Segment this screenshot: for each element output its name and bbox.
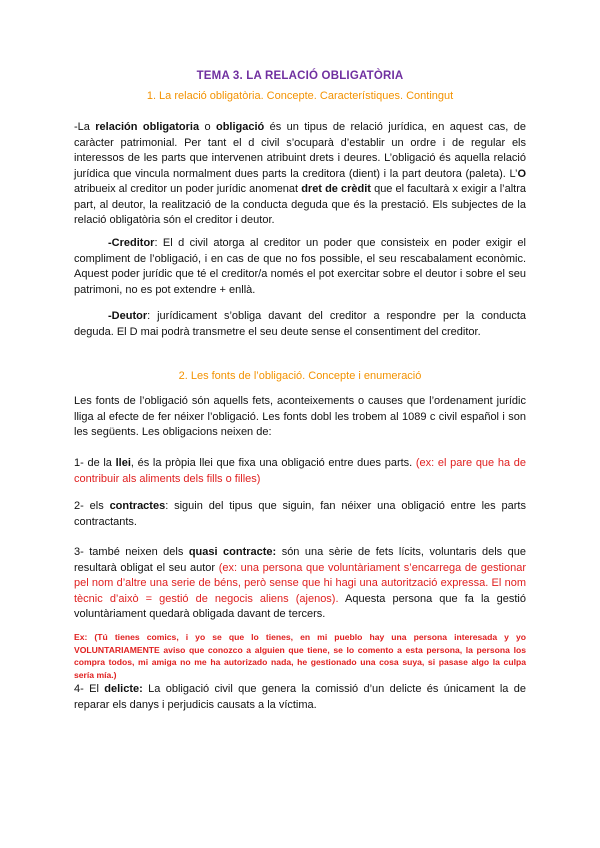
paragraph-contractes: 2- els contractes: siguin del tipus que siguin, fan néixer una obligació entre les parts contractants. <box>74 500 526 528</box>
section-1-heading: 1. La relació obligatòria. Concepte. Característiques. Contingut <box>146 90 454 102</box>
section-2-heading: 2. Les fonts de l’obligació. Concepte i enumeració <box>178 370 422 382</box>
paragraph-llei: 1- de la llei, és la pròpia llei que fixa una obligació entre dues parts. (ex: el pare que ha de contribuir als aliments dels fills o filles) <box>74 457 526 485</box>
paragraph-quasi-contracte: 3- també neixen dels quasi contracte: són una sèrie de fets lícits, voluntaris dels que resultarà obligat el seu autor (ex: una persona que voluntàriament s’encarrega de gestionar pel nom d’altre una serie de béns, però sense que hi hagi una autorització expressa. El nom tècnic d’això = gestió de negocis aliens (ajenos). Aquesta persona que fa la gestió voluntàriament quedarà obligada davant de tercers. <box>74 546 527 620</box>
paragraph-deutor: -Deutor: jurídicament s’obliga davant del creditor a respondre per la conducta deguda. El D mai podrà transmetre el seu deute sense el consentiment del creditor. <box>74 310 526 338</box>
paragraph-creditor: -Creditor: El d civil atorga al creditor un poder que consisteix en poder exigir el compliment de l’obligació, i en cas de que no fos possible, el seu rescabalament econòmic. Aquest poder jurídic que té el creditor/a només el pot exercitar sobre el deutor i sobre el seu patrimoni, no es pot extendre + enllà. <box>74 237 526 296</box>
example-note: Ex: (Tú tienes comics, i yo se que lo tienes, en mi pueblo hay una persona interesada y yo VOLUNTARIAMENTE aviso que conozco a alguien que tiene, se lo comento a esta persona, la persona los compra todos, mi amiga no me ha autorizado nada, he gestionado una cosa suya, si pasase algo la culpa sería mía.) <box>74 632 526 680</box>
paragraph-fonts: Les fonts de l’obligació són aquells fets, aconteixements o causes que l’ordenament jurídic lliga al efecte de fer néixer l’obligació. Les fonts dobl les trobem al 1089 c civil español i son les següents. Les obligacions neixen de: <box>74 395 526 438</box>
paragraph-delicte: 4- El delicte: La obligació civil que genera la comissió d’un delicte és únicament la de reparar els danys i perjudicis causats a la víctima. <box>74 683 526 711</box>
paragraph-relacion-obligatoria: -La relación obligatoria o obligació és un tipus de relació jurídica, en aquest cas, de caràcter patrimonial. Per tant el d civil s’ocuparà d’establir un ordre i de regular els interessos de les parts que intervenen atribuint drets i deures. L’obligació és aquella relació jurídica que vincula normalment dues parts la creditora (dient) i la part deutora (paleta). L’O atribueix al creditor un poder jurídic anomenat dret de crèdit que el facultarà x exigir a l’altra part, al deutor, la realització de la conducta deguda que és la prestació. Els subjectes de la relació obligatòria són el creditor i deutor. <box>74 121 526 226</box>
document-title: TEMA 3. LA RELACIÓ OBLIGATÒRIA <box>196 70 404 82</box>
